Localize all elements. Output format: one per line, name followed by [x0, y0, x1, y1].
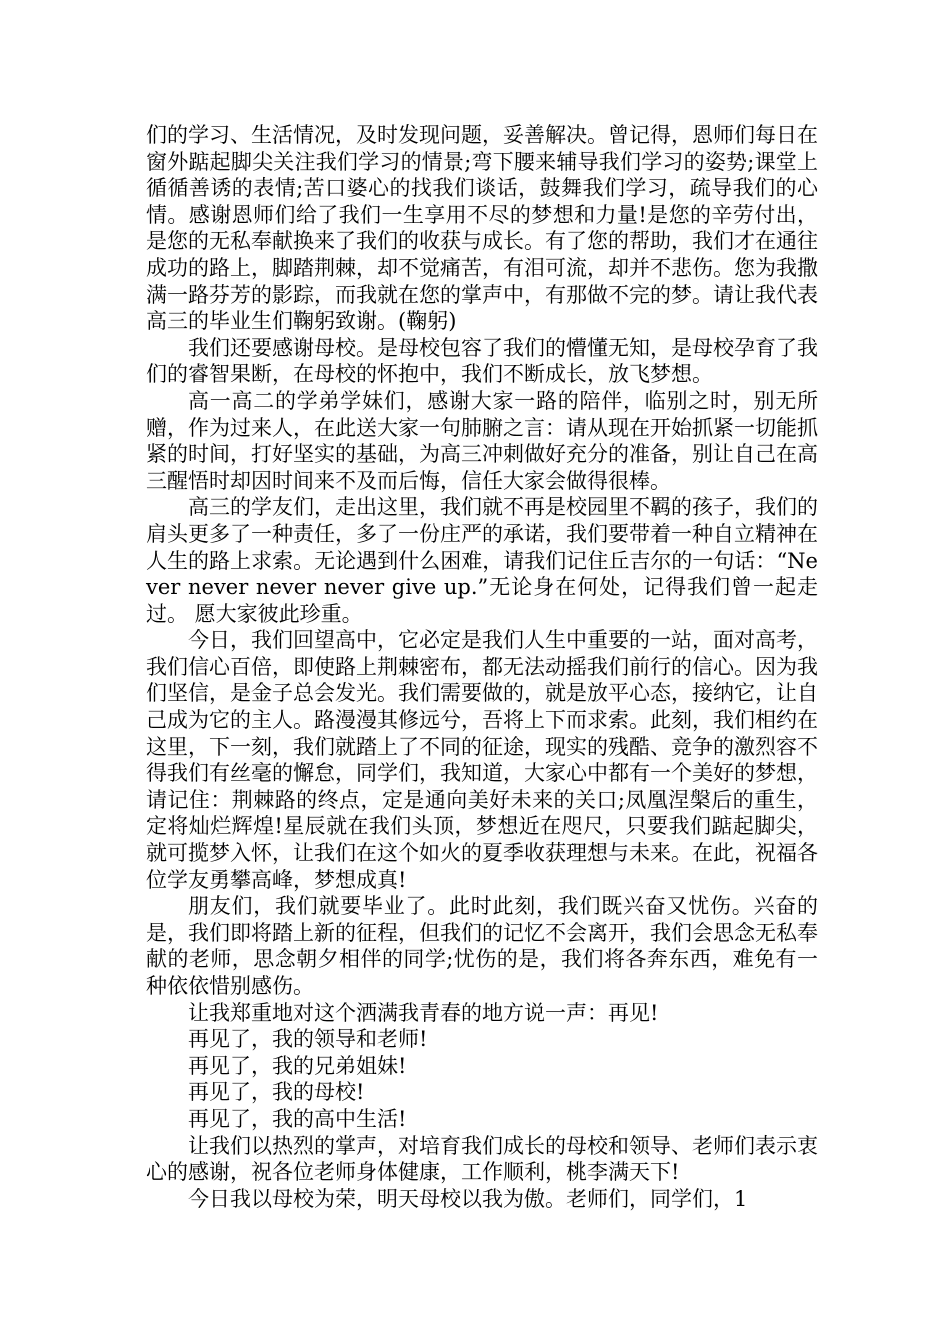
paragraph-2: 我们还要感谢母校。是母校包容了我们的懵懂无知，是母校孕育了我们的睿智果断，在母校的怀抱中，我们不断成长，放飞梦想。: [146, 335, 818, 387]
paragraph-1: 们的学习、生活情况，及时发现问题，妥善解决。曾记得，恩师们每日在窗外踮起脚尖关注我们学习的情景;弯下腰来辅导我们学习的姿势;课堂上循循善诱的表情;苦口婆心的找我们谈话，鼓舞我们学习，疏导我们的心情。感谢恩师们给了我们一生享用不尽的梦想和力量!是您的辛劳付出，是您的无私奉献换来了我们的收获与成长。有了您的帮助，我们才在通往成功的路上，脚踏荆棘，却不觉痛苦，有泪可流，却并不悲伤。您为我撒满一路芬芳的影踪，而我就在您的掌声中，有那做不完的梦。请让我代表高三的毕业生们鞠躬致谢。(鞠躬): [146, 123, 818, 334]
paragraph-3: 高一高二的学弟学妹们，感谢大家一路的陪伴，临别之时，别无所赠，作为过来人，在此送大家一句肺腑之言：请从现在开始抓紧一切能抓紧的时间，打好坚实的基础，为高三冲刺做好充分的准备，别让自己在高三醒悟时却因时间来不及而后悔，信任大家会做得很棒。: [146, 388, 818, 493]
paragraph-9: 再见了，我的兄弟姐妹!: [188, 1053, 407, 1078]
paragraph-8: 再见了，我的领导和老师!: [188, 1027, 428, 1052]
paragraph-13: 今日我以母校为荣，明天母校以我为傲。老师们，同学们，1: [188, 1186, 748, 1211]
paragraph-5: 今日，我们回望高中，它必定是我们人生中重要的一站，面对高考，我们信心百倍，即使路上荆棘密布，都无法动摇我们前行的信心。因为我们坚信，是金子总会发光。我们需要做的，就是放平心态，接纳它，让自己成为它的主人。路漫漫其修远兮，吾将上下而求索。此刻，我们相约在这里，下一刻，我们就踏上了不同的征途，现实的残酷、竞争的激烈容不得我们有丝毫的懈怠，同学们，我知道，大家心中都有一个美好的梦想，请记住：荆棘路的终点，定是通向美好未来的关口;凤凰涅槃后的重生，定将灿烂辉煌!星辰就在我们头顶，梦想近在咫尺，只要我们踮起脚尖，就可揽梦入怀，让我们在这个如火的夏季收获理想与未来。在此，祝福各位学友勇攀高峰，梦想成真!: [146, 628, 818, 892]
paragraph-7: 让我郑重地对这个洒满我青春的地方说一声：再见!: [188, 1000, 659, 1025]
paragraph-10: 再见了，我的母校!: [188, 1080, 365, 1105]
paragraph-12: 让我们以热烈的掌声，对培育我们成长的母校和领导、老师们表示衷心的感谢，祝各位老师身体健康，工作顺利，桃李满天下!: [146, 1133, 818, 1185]
paragraph-11: 再见了，我的高中生活!: [188, 1106, 407, 1131]
document-page: [146, 122, 818, 1212]
paragraph-6: 朋友们，我们就要毕业了。此时此刻，我们既兴奋又忧伤。兴奋的是，我们即将踏上新的征程，但我们的记忆不会离开，我们会思念无私奉献的老师，思念朝夕相伴的同学;忧伤的是，我们将各奔东西，难免有一种依依惜别感伤。: [146, 894, 818, 998]
paragraph-4: 高三的学友们，走出这里，我们就不再是校园里不羁的孩子，我们的肩头更多了一种责任，多了一份庄严的承诺，我们要带着一种自立精神在人生的路上求索。无论遇到什么困难，请我们记住丘吉尔的一句话：“Never never never never give up.”无论身在何处，记得我们曾一起走过。 愿大家彼此珍重。: [146, 495, 818, 626]
